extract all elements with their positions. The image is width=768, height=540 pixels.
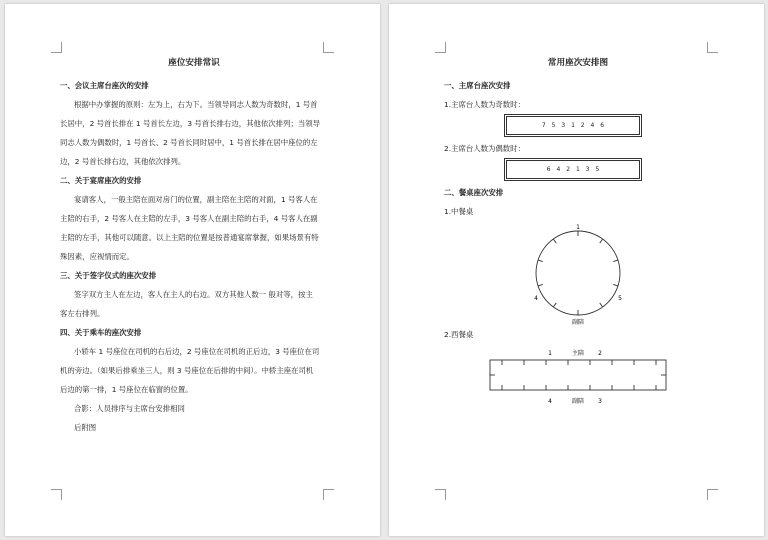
paragraph-line: 宴请客人，一般主陪在面对房门的位置，副主陪在主陪的对面，1 号客人在 [74,195,318,204]
document-page-right [389,4,764,536]
paragraph-line: 小轿车 1 号座位在司机的右后边，2 号座位在司机的正后边，3 号座位在司 [74,347,320,356]
seat-ticks [490,360,666,390]
long-table-bottom-center: 副陪 [571,398,585,405]
seat-tick [538,260,543,262]
page-right-content [444,54,712,416]
paragraph-line: 同志人数为偶数时，1 号首长、2 号首长同时居中，1 号首长排在居中座位的左 [60,138,318,147]
round-table-left-label: 4 [534,295,538,302]
crop-mark-top-right [707,42,718,53]
seat-tick [613,260,618,262]
paragraph-line: 后附图 [74,423,97,432]
section-heading: 二、餐桌座次安排 [444,188,504,197]
odd-seating-sequence: 7 5 3 1 2 4 6 [506,116,640,135]
round-table-bottom-label: 副陪 [571,319,585,325]
western-table-label: 2.西餐桌 [444,330,474,339]
even-seating-sequence: 6 4 2 1 3 5 [506,160,640,179]
crop-mark-bottom-left [435,489,446,500]
seat-tick [600,303,603,307]
crop-mark-bottom-left [51,489,62,500]
paragraph-line: 殊因素，应视情而定。 [60,252,134,261]
crop-mark-top-left [435,42,446,53]
round-table-top-label: 1 [576,224,580,231]
seat-tick [538,284,543,286]
paragraph-line: 根据中办掌握的原则：左为上，右为下。当领导同志人数为奇数时，1 号首 [74,100,318,109]
page-title: 座位安排常识 [168,58,220,68]
seat-tick [600,239,603,243]
seat-tick [553,239,556,243]
page-title: 常用座次安排图 [547,58,609,68]
document-page-left [5,4,380,536]
long-table-top-center: 主陪 [571,350,585,357]
long-table-top-left-number: 1 [548,350,552,357]
seat-ticks [538,231,618,315]
long-table-bottom-left-number: 4 [548,398,552,405]
round-table-right-label: 5 [618,295,622,302]
long-table-bottom-right-number: 3 [598,398,602,405]
paragraph-line: 长居中，2 号首长排在 1 号首长左边，3 号首长排右边，其他依次排列；当领导 [60,119,321,128]
round-table-outline [536,231,620,315]
paragraph-line: 主陪的左手，其他可以随意。以上主陪的位置是按普通宴席掌握，如果场景有特 [60,233,319,242]
even-count-label: 2.主席台人数为偶数时： [444,144,525,153]
paragraph-line: 合影：人员排序与主席台安排相同 [74,404,185,413]
seat-tick [613,284,618,286]
paragraph-line: 后边的第一排，1 号座位在临窗的位置。 [60,385,193,394]
crop-mark-top-right [323,42,334,53]
seat-tick [553,303,556,307]
chinese-table-label: 1.中餐桌 [444,207,474,216]
crop-mark-top-left [51,42,62,53]
crop-mark-bottom-right [707,489,718,500]
crop-mark-bottom-right [323,489,334,500]
paragraph-line: 主陪的右手，2 号客人在主陪的左手，3 号客人在副主陪的右手，4 号客人在副 [60,214,318,223]
paragraph-line: 机的旁边。（如果后排乘坐三人，则 3 号座位在后排的中间）。中轿主座在司机 [60,366,314,375]
page-left-content [60,54,328,437]
paragraph-line: 客左右排列。 [60,309,105,318]
section-heading: 二、关于宴席座次的安排 [60,176,142,185]
odd-count-label: 1.主席台人数为奇数时： [444,100,525,109]
round-table-diagram [444,221,712,325]
section-heading: 三、关于签字仪式的座次安排 [60,271,157,280]
section-heading: 四、关于乘车的座次安排 [60,328,142,337]
long-table-diagram [444,344,712,416]
paragraph-line: 边，2 号首长排右边，其他依次排列。 [60,157,186,166]
long-table-outline [490,360,666,390]
section-heading: 一、会议主席台座次的安排 [60,81,149,90]
long-table-top-right-number: 2 [598,350,602,357]
paragraph-line: 签字双方主人在左边，客人在主人的右边。双方其他人数一 般对等，按主 [74,290,313,299]
section-heading: 一、主席台座次安排 [444,81,511,90]
